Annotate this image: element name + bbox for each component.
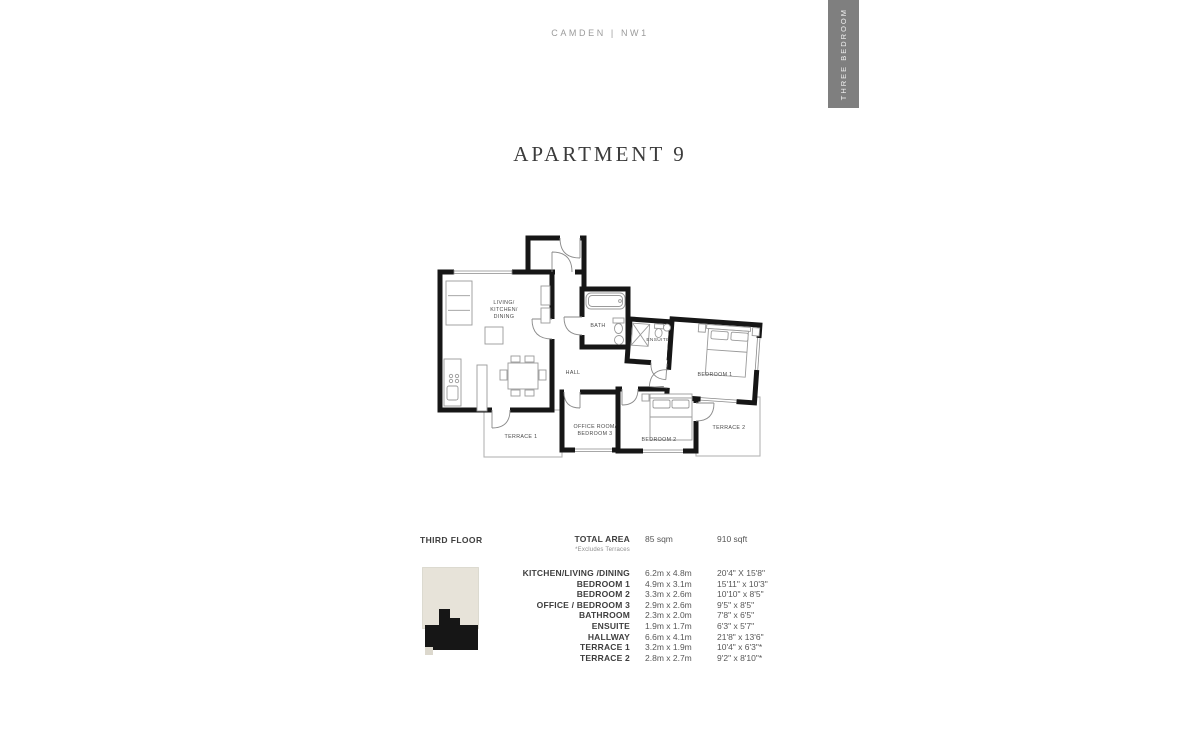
label-living-2: KITCHEN/ [490, 307, 518, 313]
label-bath: BATH [590, 323, 606, 329]
label-living-3: DINING [493, 314, 515, 320]
label-terrace2: TERRACE 2 [712, 425, 746, 431]
row-metric: 4.9m x 3.1m [645, 578, 692, 589]
total-area-metric: 85 sqm [645, 534, 673, 544]
ensuite-basin-icon [663, 324, 670, 331]
table-row [420, 653, 790, 664]
floorplan-drawing [436, 231, 768, 467]
floor-label: THIRD FLOOR [420, 535, 483, 545]
table-row [420, 600, 790, 611]
label-ensuite: ENSUITE [646, 338, 670, 343]
location-header: CAMDEN | NW1 [551, 28, 649, 38]
row-metric: 1.9m x 1.7m [645, 620, 692, 631]
label-office-1: OFFICE ROOM/ [573, 424, 617, 430]
row-metric: 3.2m x 1.9m [645, 642, 692, 653]
row-imperial: 21'8" x 13'6" [717, 631, 764, 642]
row-imperial: 10'10" x 8'5" [717, 589, 764, 600]
page-title: APARTMENT 9 [513, 142, 687, 166]
row-metric: 2.3m x 2.0m [645, 610, 692, 621]
total-area-row [420, 533, 790, 545]
total-area-imperial: 910 sqft [717, 534, 748, 544]
row-imperial: 6'3" x 5'7" [717, 620, 755, 631]
row-imperial: 9'5" x 8'5" [717, 599, 755, 610]
row-name: HALLWAY [587, 631, 630, 642]
row-name: KITCHEN/LIVING /DINING [522, 568, 630, 578]
table-row [420, 568, 790, 579]
table-row [420, 632, 790, 643]
kitchen-counter-icon [444, 359, 461, 406]
room-entrance-lobby [528, 238, 584, 272]
bedroom-count-tab [828, 0, 859, 108]
row-metric: 2.8m x 2.7m [645, 652, 692, 663]
total-area-label: TOTAL AREA [574, 534, 630, 544]
row-metric: 2.9m x 2.6m [645, 599, 692, 610]
row-name: TERRACE 2 [580, 652, 630, 663]
row-imperial: 9'2" x 8'10"* [717, 652, 763, 663]
row-name: ENSUITE [591, 620, 630, 631]
row-metric: 3.3m x 2.6m [645, 589, 692, 600]
row-metric: 6.2m x 4.8m [645, 568, 692, 578]
terraces-note: *Excludes Terraces [575, 547, 630, 553]
table-row [420, 621, 790, 632]
label-office-2: BEDROOM 3 [577, 431, 613, 437]
row-imperial: 20'4" X 15'8" [717, 568, 766, 578]
row-name: BEDROOM 2 [576, 589, 630, 600]
tv-unit-icon [541, 286, 550, 323]
row-name: BEDROOM 1 [576, 578, 630, 589]
label-bedroom2: BEDROOM 2 [641, 437, 677, 443]
armchair-icon [485, 327, 503, 344]
bathtub-icon [586, 293, 625, 309]
label-bedroom1: BEDROOM 1 [697, 372, 733, 378]
sofa-icon [446, 281, 472, 325]
label-hall: HALL [565, 370, 581, 376]
table-row [420, 642, 790, 653]
table-row [420, 610, 790, 621]
toilet-icon [613, 318, 624, 334]
label-living-1: LIVING/ [493, 300, 515, 306]
label-terrace1: TERRACE 1 [504, 434, 538, 440]
row-name: OFFICE / BEDROOM 3 [536, 599, 630, 610]
table-row [420, 589, 790, 600]
row-metric: 6.6m x 4.1m [645, 631, 692, 642]
dimension-table [420, 533, 790, 663]
bedroom-count-tab-label: THREE BEDROOM [839, 7, 848, 101]
row-imperial: 15'11" x 10'3" [717, 578, 768, 589]
row-imperial: 7'8" x 6'5" [717, 610, 755, 621]
basin-icon [615, 336, 624, 345]
kitchen-island-icon [477, 365, 487, 411]
room-office-bedroom3 [562, 392, 618, 450]
row-imperial: 10'4" x 6'3"* [717, 642, 763, 653]
row-name: TERRACE 1 [580, 642, 630, 653]
row-name: BATHROOM [578, 610, 630, 621]
table-row [420, 579, 790, 590]
